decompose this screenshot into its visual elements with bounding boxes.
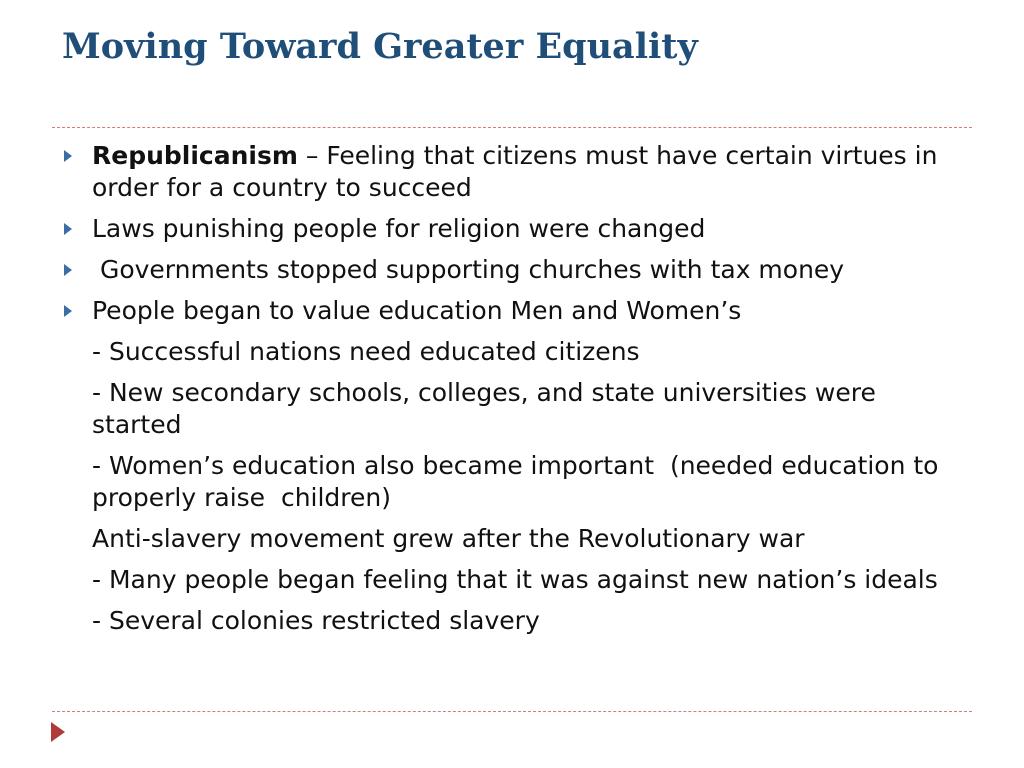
triangle-bullet-icon bbox=[64, 264, 72, 276]
list-item-religion-laws bbox=[92, 213, 962, 245]
list-item-text: Laws punishing people for religion were changed bbox=[92, 214, 706, 243]
bottom-divider bbox=[52, 711, 972, 712]
list-item-republicanism bbox=[92, 140, 962, 204]
next-slide-arrow-icon[interactable] bbox=[51, 722, 65, 742]
list-item-text: - Successful nations need educated citizens bbox=[92, 337, 640, 366]
sub-item-new-schools bbox=[92, 377, 962, 441]
triangle-bullet-icon bbox=[64, 305, 72, 317]
sub-item-womens-education bbox=[92, 450, 962, 514]
list-item-anti-slavery bbox=[92, 523, 962, 555]
triangle-bullet-icon bbox=[64, 223, 72, 235]
list-item-text: Governments stopped supporting churches with tax money bbox=[92, 255, 845, 284]
sub-item-educated-citizens bbox=[92, 336, 962, 368]
list-item-text: Anti-slavery movement grew after the Revolutionary war bbox=[92, 524, 805, 553]
list-item-text: - Several colonies restricted slavery bbox=[92, 606, 540, 635]
list-item-text: - Women’s education also became important (needed education to properly raise children) bbox=[92, 451, 947, 512]
list-item-education bbox=[92, 295, 962, 327]
list-item-text: - New secondary schools, colleges, and state universities were started bbox=[92, 378, 876, 439]
list-item-text: People began to value education Men and Women’s bbox=[92, 296, 742, 325]
triangle-bullet-icon bbox=[64, 150, 72, 162]
term-definition: – Feeling that citizens must have certain virtues in order for a country to succeed bbox=[92, 141, 938, 202]
sub-item-restricted-slavery bbox=[92, 605, 962, 637]
sub-item-ideals bbox=[92, 564, 962, 596]
list-item-text: - Many people began feeling that it was against new nation’s ideals bbox=[92, 565, 938, 594]
top-divider bbox=[52, 127, 972, 128]
term-label: Republicanism bbox=[92, 141, 298, 170]
slide-title: Moving Toward Greater Equality bbox=[62, 26, 698, 67]
slide-content bbox=[92, 140, 962, 646]
list-item-church-support bbox=[92, 254, 962, 286]
